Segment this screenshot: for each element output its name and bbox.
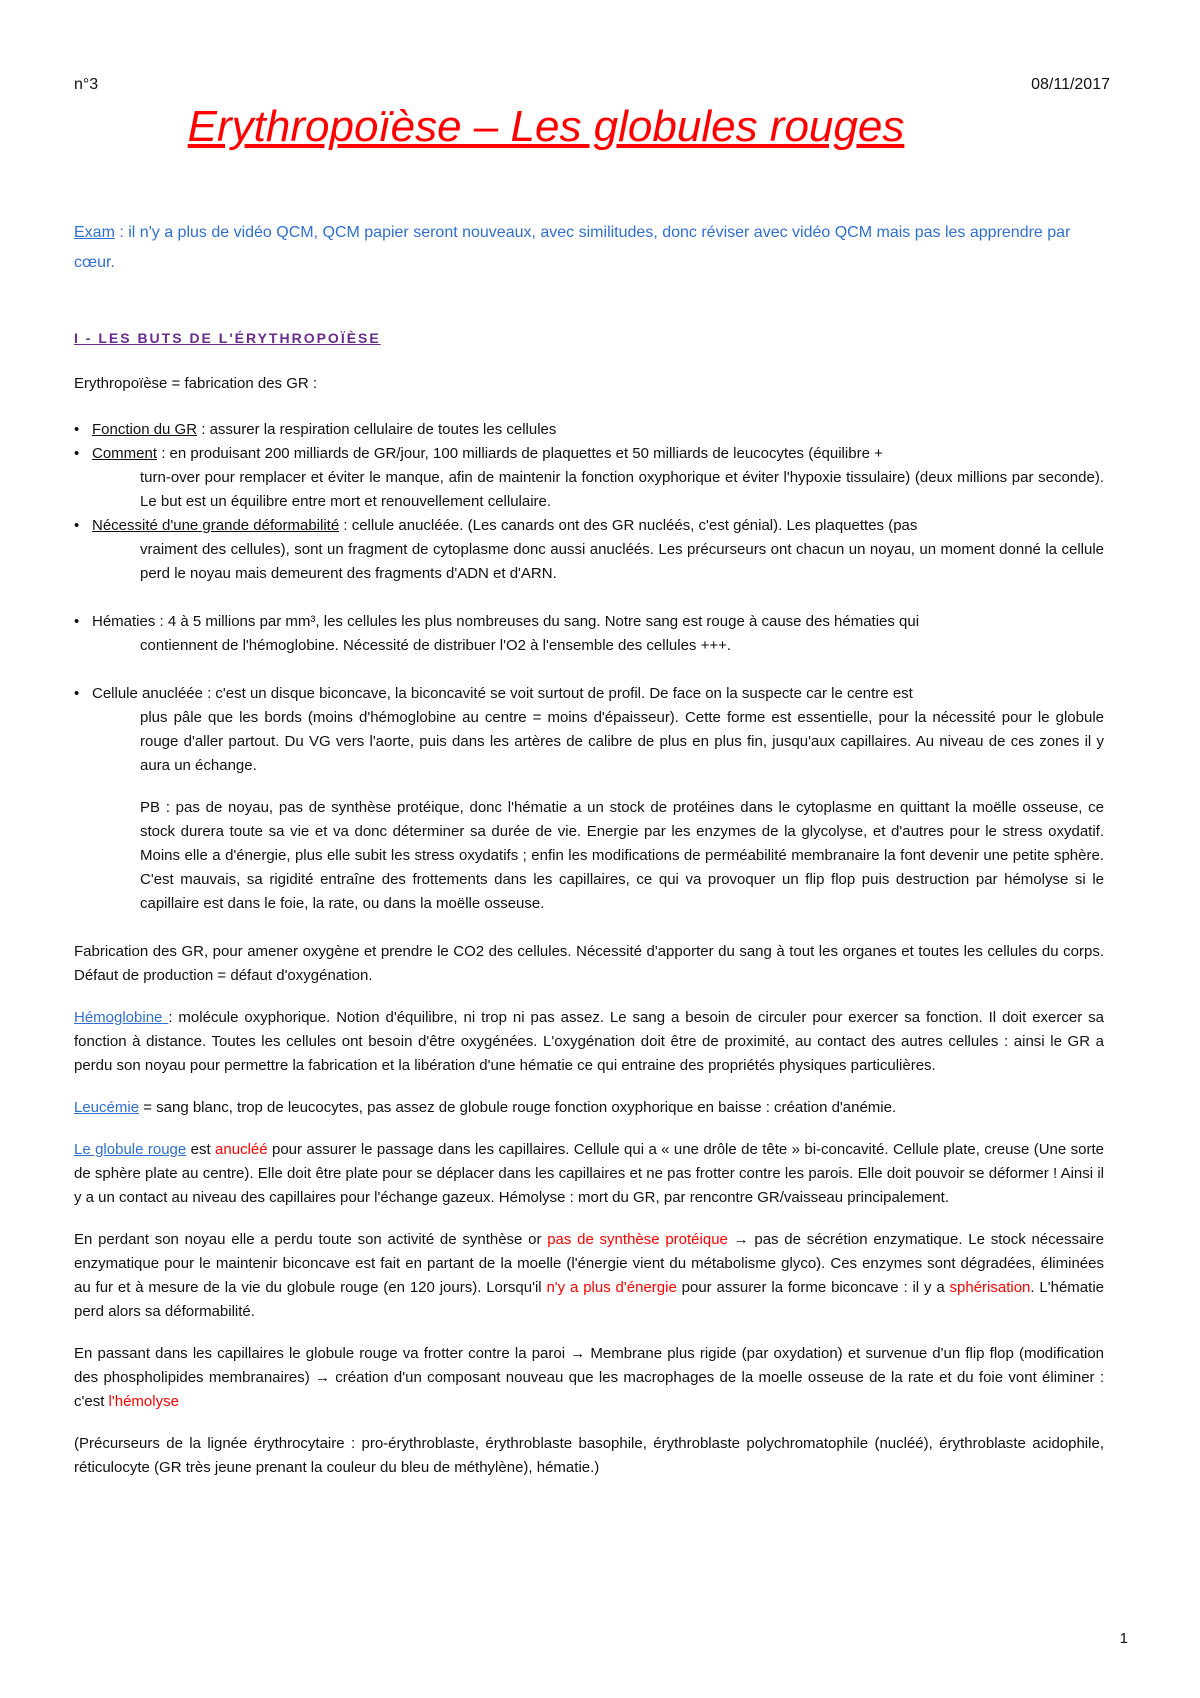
- hemolyse-highlight: l'hémolyse: [108, 1393, 179, 1410]
- perdant-paragraph: [74, 1228, 1104, 1324]
- fonction-text: : assurer la respiration cellulaire de toutes les cellules: [197, 421, 557, 438]
- passant-text-1: En passant dans les capillaires le globule rouge va frotter contre la paroi: [74, 1345, 571, 1362]
- list-item-necessite: [74, 514, 1104, 586]
- passant-paragraph: [74, 1342, 1104, 1414]
- leucemie-paragraph: [74, 1096, 1104, 1120]
- globule-label: Le globule rouge: [74, 1141, 187, 1158]
- synthese-highlight: pas de synthèse protéique: [547, 1231, 728, 1248]
- comment-text: : en produisant 200 milliards de GR/jour, 100 milliards de plaquettes et 50 milliards de leucocytes (équilibre +: [157, 445, 883, 462]
- document-number: n°3: [74, 76, 99, 93]
- perdant-text-4: . L'hématie perd alors sa déformabilité.: [74, 1279, 1104, 1320]
- page-number: 1: [1119, 1630, 1128, 1647]
- leucemie-text: = sang blanc, trop de leucocytes, pas assez de globule rouge fonction oxyphorique en baisse : création d'anémie.: [139, 1099, 897, 1116]
- list-item-hematies: [74, 610, 1104, 658]
- right-arrow-icon: →: [727, 1231, 755, 1248]
- comment-label: Comment: [92, 445, 158, 462]
- exam-text: : il n'y a plus de vidéo QCM, QCM papier seront nouveaux, avec similitudes, donc réviser avec vidéo QCM mais pas les apprendre par cœur.: [74, 224, 1071, 271]
- perdant-text-3: pour assurer la forme biconcave : il y a: [676, 1279, 950, 1296]
- hemoglobine-paragraph: [74, 1006, 1104, 1078]
- page-title: Erythropoïèse – Les globules rouges: [187, 102, 905, 151]
- precurseurs-paragraph: (Précurseurs de la lignée érythrocytaire : pro-érythroblaste, érythroblaste basophile, érythroblaste polychromatophile (nucléé), érythroblaste acidophile, réticulocyte (GR très jeune prenant la couleur du bleu de méthylène), hématie.): [74, 1435, 1104, 1476]
- fonction-label: Fonction du GR: [92, 421, 198, 438]
- necessite-text: : cellule anucléée. (Les canards ont des GR nucléés, c'est génial). Les plaquettes (pas: [339, 517, 918, 534]
- spherisation-highlight: sphérisation: [949, 1279, 1031, 1296]
- passant-text-2: Membrane plus rigide (par oxydation) et survenue d'un flip flop (modification des phospholipides membranaires): [74, 1345, 1104, 1386]
- perdant-text-2: pas de sécrétion enzymatique. Le stock nécessaire enzymatique pour le maintenir biconcave est fait en partant de la moelle (l'énergie vient du métabolisme glyco). Ces enzymes sont dégradées, éliminées au fur et à mesure de la vie du globule rouge (en 120 jours). Lorsqu'il: [74, 1231, 1104, 1296]
- document-date: 08/11/2017: [1031, 76, 1110, 93]
- globule-text-1: est: [186, 1141, 216, 1158]
- fabrication-paragraph: Fabrication des GR, pour amener oxygène et prendre le CO2 des cellules. Nécessité d'apporter du sang à tout les organes et toutes les cellules du corps. Défaut de production = défaut d'oxygénation.: [74, 943, 1104, 984]
- right-arrow-icon: →: [314, 1369, 330, 1386]
- hemoglobine-label: Hémoglobine: [74, 1009, 169, 1026]
- perdant-text-1: En perdant son noyau elle a perdu toute son activité de synthèse or: [74, 1231, 548, 1248]
- hemoglobine-text: : molécule oxyphorique. Notion d'équilibre, ni trop ni pas assez. Le sang a besoin de circuler pour exercer sa fonction. Il doit exercer sa fonction à distance. Toutes les cellules ont besoin d'être oxygénées. L'oxygénation doit être de proximité, au contact des autres cellules : ainsi le GR a perdu son noyau pour permettre la fabrication et la libération d'une hématie ce qui entraine des propriétés physiques particulières.: [74, 1009, 1104, 1074]
- hematies-text: Hématies : 4 à 5 millions par mm³, les cellules les plus nombreuses du sang. Notre sang est rouge à cause des hématies qui: [92, 613, 920, 630]
- document-body: [74, 218, 1104, 1480]
- list-item-cellule: [74, 682, 1104, 778]
- list-item-comment: [74, 442, 1104, 514]
- leucemie-label: Leucémie: [74, 1099, 140, 1116]
- section-heading: I - LES BUTS DE L'ÉRYTHROPOÏÈSE: [74, 330, 381, 346]
- globule-text-2: pour assurer le passage dans les capillaires. Cellule qui a « une drôle de tête » bi-concavité. Cellule plate, creuse (Une sorte de sphère plate au centre). Elle doit être plate pour se déplacer dans les capillaires et ne pas frotter contre les parois. Elle doit pouvoir se déformer ! Ainsi il y a un contact au niveau des capillaires pour l'échange gazeux. Hémolyse : mort du GR, par rencontre GR/vaisseau principalement.: [74, 1141, 1104, 1206]
- exam-label: Exam: [74, 224, 115, 241]
- exam-note: [74, 218, 1104, 278]
- energie-highlight: n'y a plus d'énergie: [546, 1279, 677, 1296]
- necessite-label: Nécessité d'une grande déformabilité: [92, 517, 340, 534]
- goals-list: [74, 418, 1104, 778]
- necessite-continuation: vraiment des cellules), sont un fragment de cytoplasme donc aussi anucléés. Les précurseurs ont chacun un noyau, un moment donné la cellule perd le noyau mais demeurent des fragments d'ADN et d'ARN.: [140, 541, 1104, 582]
- hematies-continuation: contiennent de l'hémoglobine. Nécessité de distribuer l'O2 à l'ensemble des cellules +++.: [140, 637, 732, 654]
- intro-line: Erythropoïèse = fabrication des GR :: [74, 375, 318, 392]
- pb-paragraph: PB : pas de noyau, pas de synthèse protéique, donc l'hématie a un stock de protéines dans le cytoplasme en quittant la moëlle osseuse, ce stock durera toute sa vie et va donc déterminer sa durée de vie. Energie par les enzymes de la glycolyse, et d'autres pour le stress oxydatif. Moins elle a d'énergie, plus elle subit les stress oxydatifs ; enfin les modifications de perméabilité membranaire la font devenir une petite sphère. C'est mauvais, sa rigidité entraîne des frottements dans les capillaires, ce qui va provoquer un flip flop puis destruction par hémolyse si le capillaire est dans le foie, la rate, ou dans la moëlle osseuse.: [140, 799, 1104, 912]
- cellule-text: Cellule anucléée : c'est un disque biconcave, la biconcavité se voit surtout de profil. De face on la suspecte car le centre est: [92, 685, 913, 702]
- cellule-continuation: plus pâle que les bords (moins d'hémoglobine au centre = moins d'épaisseur). Cette forme est essentielle, pour la nécessité pour le globule rouge d'aller partout. Du VG vers l'aorte, puis dans les artères de calibre de plus en plus fin, jusqu'aux capillaires. Au niveau de ces zones il y aura un échange.: [140, 709, 1104, 774]
- passant-text-3: création d'un composant nouveau que les macrophages de la moelle osseuse de la rate et du foie vont éliminer : c'est: [74, 1369, 1104, 1410]
- comment-continuation: turn-over pour remplacer et éviter le manque, afin de maintenir la fonction oxyphorique et éviter l'hypoxie tissulaire) (deux millions par seconde). Le but est un équilibre entre mort et renouvellement cellulaire.: [140, 469, 1104, 510]
- anuclee-highlight: anucléé: [215, 1141, 268, 1158]
- globule-paragraph: [74, 1138, 1104, 1210]
- right-arrow-icon: →: [570, 1345, 586, 1362]
- list-item-fonction: [74, 418, 1104, 442]
